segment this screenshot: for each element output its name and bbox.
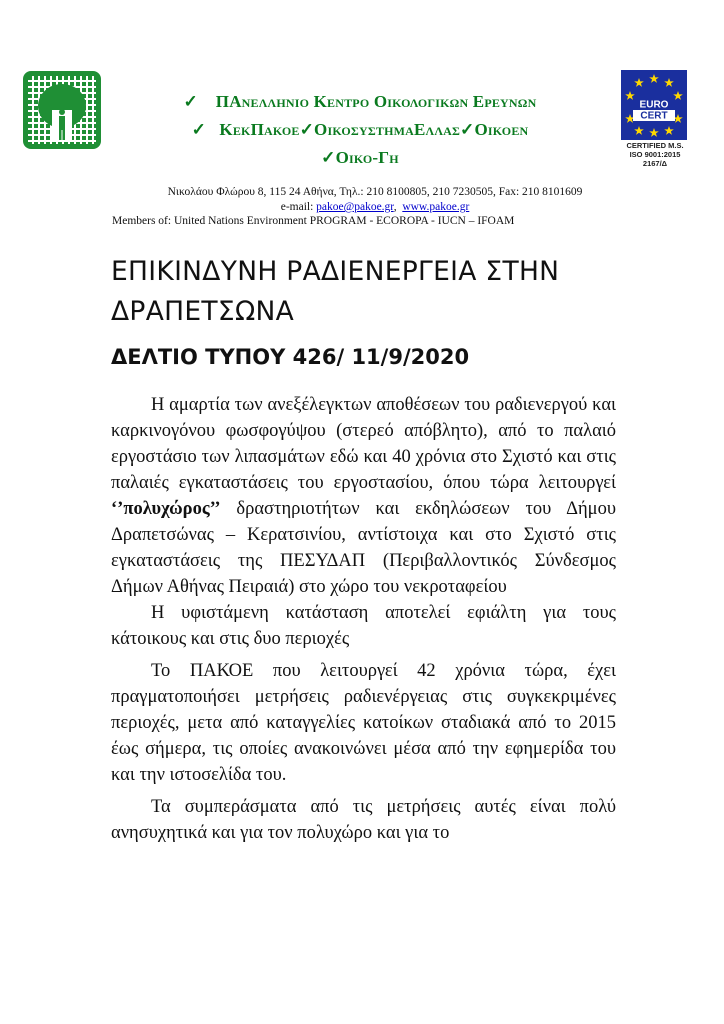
paragraph-2: Η υφιστάμενη κατάσταση αποτελεί εφιάλτη για τους κάτοικους και στις δυο περιοχές [111, 603, 616, 649]
email-link[interactable]: pakoe@pakoe.gr [316, 201, 394, 213]
cert-logo-bottom-text: CERT [640, 110, 668, 122]
eurocert-logo [621, 70, 687, 140]
press-release-number: ΔΕΛΤΙΟ ΤΥΠΟΥ 426/ 11/9/2020 [111, 345, 470, 369]
pakoe-logo [22, 70, 102, 150]
contact-web: e-mail: pakoe@pakoe.gr, www.pakoe.gr [280, 201, 470, 213]
page-title: ΕΠΙΚΙΝΔΥΝΗ ΡΑΔΙΕΝΕΡΓΕΙΑ ΣΤΗΝ ΔΡΑΠΕΤΣΩΝΑ [111, 256, 560, 327]
article-body [111, 392, 616, 846]
paragraph-3: Το ΠΑΚΟΕ που λειτουργεί 42 χρόνια τώρα, έχει πραγματοποιήσει μετρήσεις ραδιενέργειας στις συγκεκριμένες περιοχές, μετα από καταγγελίες κατοίκων σταδιακά από το 2015 έως σήμερα, τις οποίες ανακοινώνει μέσα από την εφημερίδα του και την ιστοσελίδα του. [111, 661, 616, 785]
contact-address: Νικολάου Φλώρου 8, 115 24 Αθήνα, Τηλ.: 210 8100805, 210 7230505, Fax: 210 8101609 [167, 186, 583, 198]
org-name-line-2: ✓ ΚεκΠακοε✓ΟικοσυστημαΕλλας✓Οικοεν [191, 120, 529, 139]
cert-line-3: 2167/Δ [642, 159, 668, 168]
cert-line-2: ISO 9001:2015 [629, 150, 681, 159]
certification-text [612, 141, 698, 168]
org-name-line-1: ✓ ΠΑνελληνιο Κεντρο Οικολογικων Ερευνων [183, 92, 537, 111]
cert-line-1: CERTIFIED M.S. [626, 141, 684, 150]
cert-logo-top-text: EURO [639, 99, 669, 111]
paragraph-4: Τα συμπεράσματα από τις μετρήσεις αυτές είναι πολύ ανησυχητικά και για τον πολυχώρο και για το [111, 797, 616, 843]
website-link[interactable]: www.pakoe.gr [402, 201, 470, 213]
org-name-line-3: ✓Οικο-Γη [321, 148, 399, 167]
email-label: e-mail: [280, 201, 317, 213]
paragraph-1: Η αμαρτία των ανεξέλεγκτων αποθέσεων του ραδιενεργού και καρκινογόνου φωσφογύψου (στερεό απόβλητο), από το παλαιό εργοστάσιο των λιπασμάτων εδώ και 40 χρόνια στο Σχιστό και στις παλαιές εγκαταστάσεις του εργοστασίου, όπου τώρα λειτουργεί ‘’πολυχώρος’’ δραστηριοτήτων και εκδηλώσεων του Δήμου Δραπετσώνας – Κερατσινίου, αντίστοιχα και στο Σχιστό στις εγκαταστάσεις της ΠΕΣΥΔΑΠ (Περιβαλλοντικός Σύνδεσμος Δήμων Αθήνας Πειραιά) στο χώρο του νεκροταφείου [111, 395, 616, 597]
memberships: Members of: United Nations Environment PROGRAM - ECOROPA - IUCN – IFOAM [112, 215, 515, 227]
check-icon: ✓ [191, 120, 207, 139]
check-icon: ✓ [183, 92, 198, 111]
